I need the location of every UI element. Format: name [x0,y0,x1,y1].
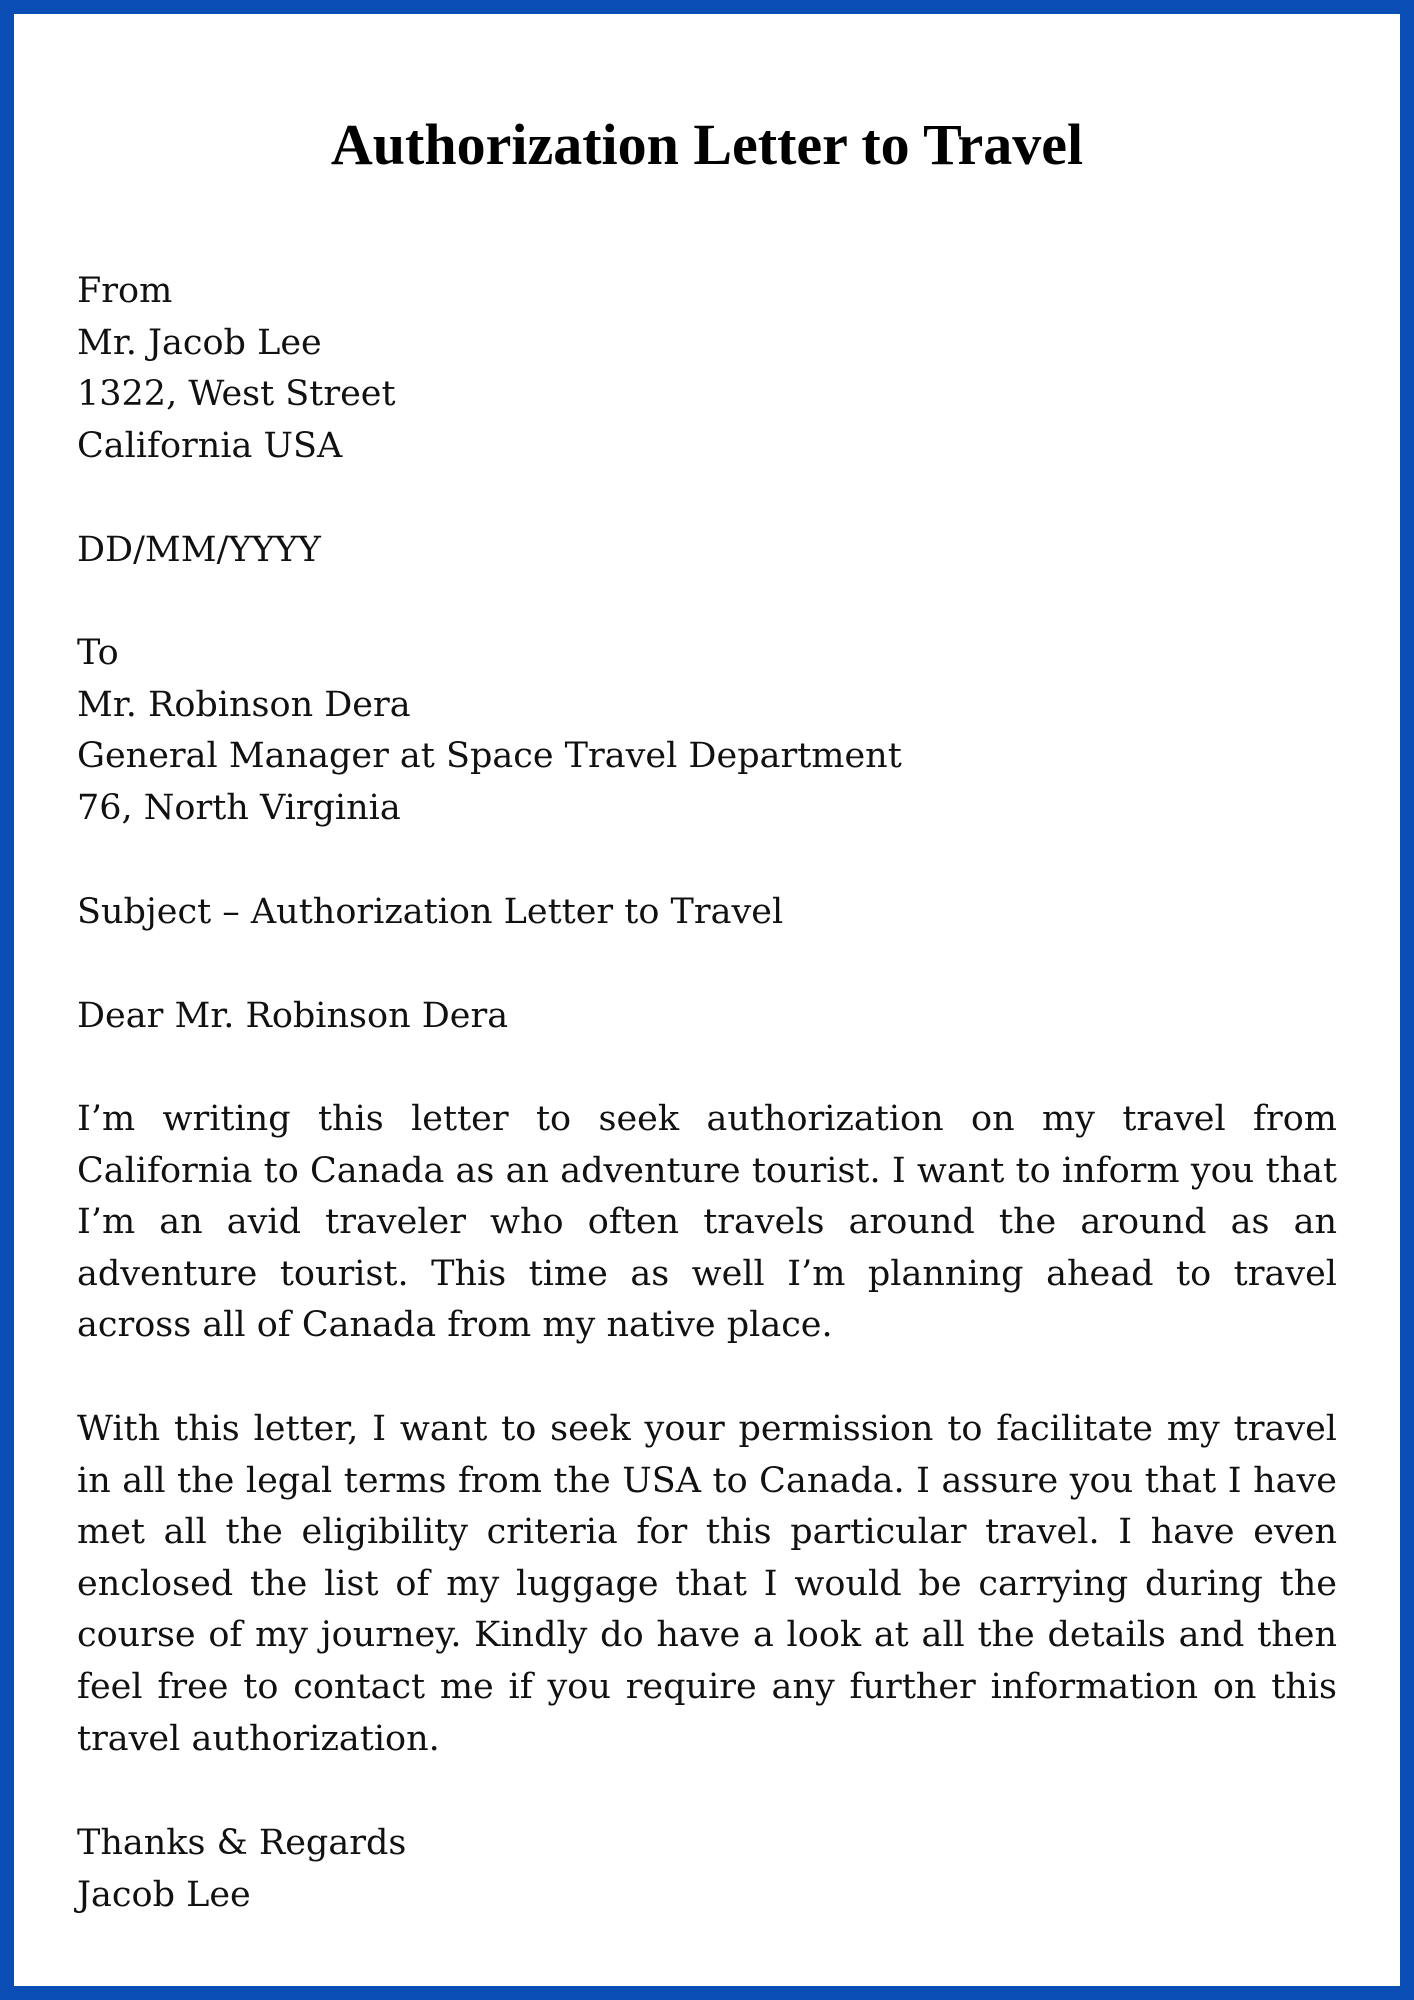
salutation: Dear Mr. Robinson Dera [77,996,509,1036]
recipient-label: To [77,633,119,673]
sender-address-line2: California USA [77,425,343,466]
body-paragraph-2: With this letter, I want to seek your permission to facilitate my travel in all the legal terms from the USA to Canada. I assure you that I have met all the eligibility criteria for this particular travel. I have even enclosed the list of my luggage that I would be carrying during the course of my journey. Kindly do have a look at all the details and then feel free to contact me if you require any further information on this travel authorization. [77,1409,1337,1759]
closing: Thanks & Regards [77,1823,407,1863]
recipient-name: Mr. Robinson Dera [77,684,411,725]
sender-address-line1: 1322, West Street [77,374,396,415]
recipient-block [77,628,1337,834]
subject-block [77,887,1337,939]
signature-name: Jacob Lee [77,1874,251,1915]
letter-date: DD/MM/YYYY [77,530,321,570]
closing-block [77,1818,1337,1921]
subject-line: Subject – Authorization Letter to Travel [77,892,784,932]
sender-name: Mr. Jacob Lee [77,322,322,363]
recipient-position: General Manager at Space Travel Department [77,736,902,777]
salutation-block [77,991,1337,1043]
recipient-address: 76, North Virginia [77,787,401,828]
body-paragraph-1: I’m writing this letter to seek authorization on my travel from California to Canada as an adventure tourist. I want to inform you that I’m an avid traveler who often travels around the around as an adventure tourist. This time as well I’m planning ahead to travel across all of Canada from my native place. [77,1099,1337,1346]
sender-label: From [77,271,173,311]
sender-block [77,266,1337,472]
page-title: Authorization Letter to Travel [330,112,1084,177]
date-block [77,525,1337,577]
